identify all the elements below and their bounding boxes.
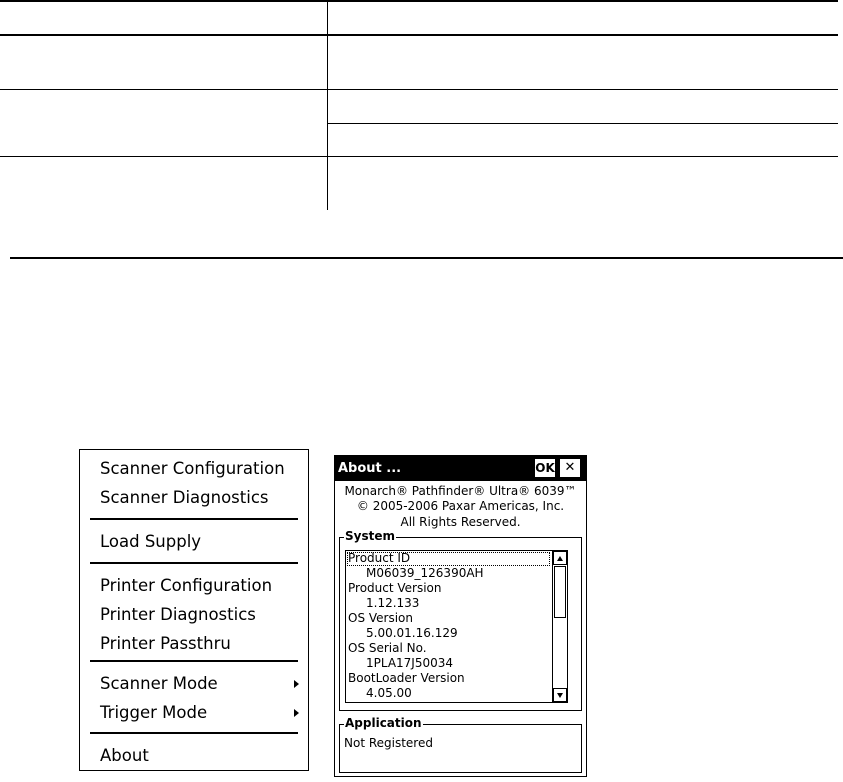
copyright-text: © 2005-2006 Paxar Americas, Inc.: [356, 499, 565, 513]
application-status: Not Registered: [344, 736, 433, 750]
list-item[interactable]: BootLoader Version: [348, 671, 465, 685]
about-dialog: [334, 455, 587, 777]
system-group-label: System: [345, 529, 395, 543]
arrow-down-icon: [557, 693, 563, 698]
dialog-titlebar: [335, 456, 586, 481]
scrollbar-thumb[interactable]: [554, 566, 566, 618]
list-item[interactable]: 5.00.01.16.129: [366, 626, 458, 640]
menu-separator: [90, 732, 298, 734]
list-item[interactable]: Product ID: [348, 551, 411, 565]
menu-item-scanner-configuration[interactable]: Scanner Configuration: [100, 459, 285, 478]
arrow-up-icon: [557, 556, 563, 561]
submenu-arrow-icon: [294, 709, 299, 717]
table-column-rule: [327, 0, 328, 210]
rights-text: All Rights Reserved.: [400, 515, 521, 529]
list-item[interactable]: OS Serial No.: [348, 641, 427, 655]
menu-separator: [90, 660, 298, 662]
menu-item-trigger-mode[interactable]: Trigger Mode: [100, 703, 208, 722]
menu-item-load-supply[interactable]: Load Supply: [100, 532, 202, 551]
scroll-up-button[interactable]: [553, 551, 567, 565]
application-group: [339, 716, 582, 773]
vertical-scrollbar[interactable]: [552, 551, 567, 702]
menu-separator: [90, 518, 298, 520]
context-menu: [79, 449, 309, 771]
submenu-arrow-icon: [294, 680, 299, 688]
menu-item-about[interactable]: About: [100, 746, 149, 765]
list-item[interactable]: 4.05.00: [366, 686, 412, 700]
table-row-rule: [0, 89, 838, 90]
list-item[interactable]: 1PLA17J50034: [366, 656, 454, 670]
product-name: Monarch® Pathfinder® Ultra® 6039™: [344, 484, 577, 498]
list-item[interactable]: OS Version: [348, 611, 414, 625]
system-info-list[interactable]: [345, 550, 568, 703]
menu-item-printer-passthru[interactable]: Printer Passthru: [100, 634, 231, 653]
close-icon[interactable]: ✕: [560, 459, 580, 477]
list-item[interactable]: Product Version: [348, 581, 442, 595]
scroll-down-button[interactable]: [553, 688, 567, 702]
list-item[interactable]: 1.12.133: [366, 596, 420, 610]
table-top-rule: [0, 0, 838, 2]
table-row-rule: [0, 156, 838, 157]
menu-item-printer-configuration[interactable]: Printer Configuration: [100, 576, 273, 595]
ok-button[interactable]: OK: [535, 461, 555, 475]
section-divider: [10, 257, 843, 259]
system-group: [339, 529, 582, 711]
table-subrow-rule: [328, 123, 838, 124]
menu-separator: [90, 562, 298, 564]
table-header-rule: [0, 34, 838, 36]
menu-item-printer-diagnostics[interactable]: Printer Diagnostics: [100, 605, 256, 624]
menu-item-scanner-mode[interactable]: Scanner Mode: [100, 674, 218, 693]
dialog-title: About ...: [338, 461, 402, 476]
application-group-label: Application: [345, 716, 422, 730]
document-table: [0, 0, 843, 260]
menu-item-scanner-diagnostics[interactable]: Scanner Diagnostics: [100, 488, 269, 507]
list-item[interactable]: M06039_126390AH: [366, 566, 484, 580]
